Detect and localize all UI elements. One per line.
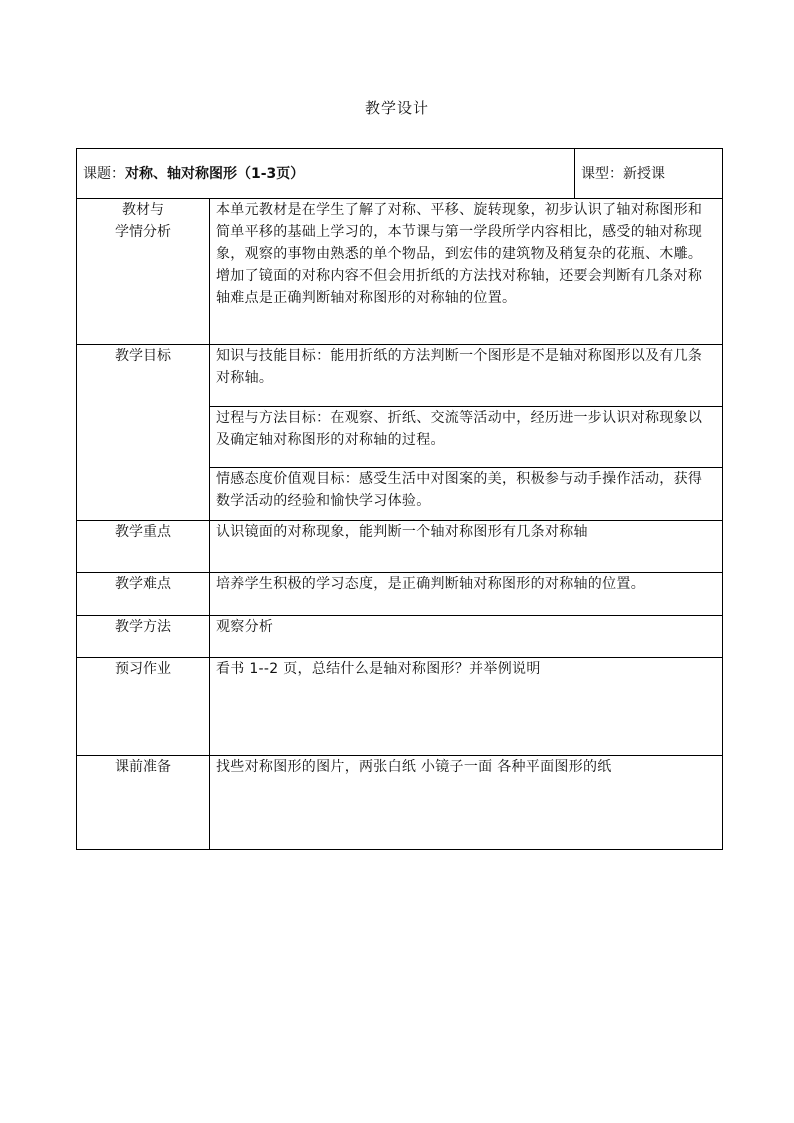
difficulties-content: 培养学生积极的学习态度，是正确判断轴对称图形的对称轴的位置。 [210, 573, 723, 616]
preparation-content: 找些对称图形的图片，两张白纸 小镜子一面 各种平面图形的纸 [210, 756, 723, 850]
analysis-label [77, 199, 210, 345]
preparation-row [77, 756, 723, 850]
objective-knowledge-row [77, 345, 723, 407]
methods-row [77, 616, 723, 658]
analysis-content: 本单元教材是在学生了解了对称、平移、旋转现象，初步认识了轴对称图形和简单平移的基础上学习的，本节课与第一学段所学内容相比，感受的轴对称现象，观察的事物由熟悉的单个物品，到宏伟的建筑物及稍复杂的花瓶、木雕。增加了镜面的对称内容不但会用折纸的方法找对称轴，还要会判断有几条对称轴难点是正确判断轴对称图形的对称轴的位置。 [210, 199, 723, 345]
difficulties-row [77, 573, 723, 616]
objectives-label: 教学目标 [77, 345, 210, 521]
document-title: 教学设计 [364, 99, 429, 117]
header-row [77, 149, 723, 199]
methods-label: 教学方法 [77, 616, 210, 658]
objective-emotion: 情感态度价值观目标：感受生活中对图案的美，积极参与动手操作活动，获得数学活动的经验和愉快学习体验。 [210, 468, 723, 521]
analysis-row [77, 199, 723, 345]
key-points-row [77, 521, 723, 573]
lesson-type-cell: 课型：新授课 [575, 149, 723, 199]
preparation-label: 课前准备 [77, 756, 210, 850]
objective-process: 过程与方法目标：在观察、折纸、交流等活动中，经历进一步认识对称现象以及确定轴对称图形的对称轴的过程。 [210, 407, 723, 468]
methods-content: 观察分析 [210, 616, 723, 658]
key-points-label: 教学重点 [77, 521, 210, 573]
subject-cell [77, 149, 575, 199]
preview-label: 预习作业 [77, 658, 210, 756]
analysis-label-line1: 教材与 [122, 202, 164, 218]
subject-prefix: 课题： [83, 165, 125, 182]
difficulties-label: 教学难点 [77, 573, 210, 616]
subject-name: 对称、轴对称图形（1-3页） [125, 165, 305, 182]
lesson-plan-table [76, 148, 723, 850]
preview-row [77, 658, 723, 756]
preview-content: 看书 1--2 页，总结什么是轴对称图形？并举例说明 [210, 658, 723, 756]
objective-knowledge: 知识与技能目标：能用折纸的方法判断一个图形是不是轴对称图形以及有几条对称轴。 [210, 345, 723, 407]
analysis-label-line2: 学情分析 [115, 224, 171, 240]
key-points-content: 认识镜面的对称现象，能判断一个轴对称图形有几条对称轴 [210, 521, 723, 573]
